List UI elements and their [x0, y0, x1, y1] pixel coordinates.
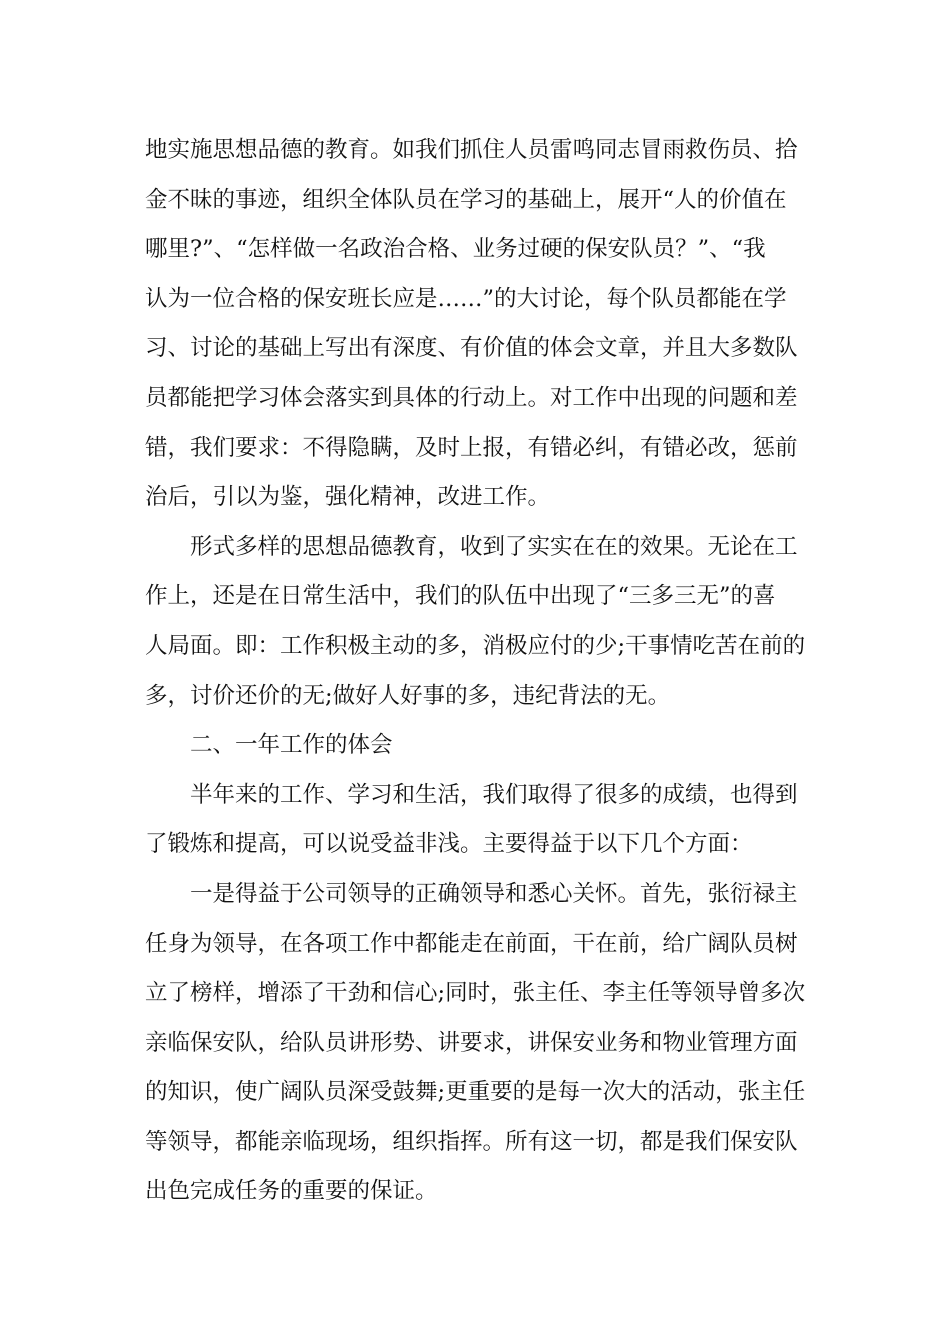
text-line: 金不昧的事迹，组织全体队员在学习的基础上，展开“人的价值在: [145, 186, 787, 213]
text-line: 半年来的工作、学习和生活，我们取得了很多的成绩，也得到: [190, 781, 798, 808]
text-line: 亲临保安队，给队员讲形势、讲要求，讲保安业务和物业管理方面: [145, 1029, 798, 1056]
text-line: 地实施思想品德的教育。如我们抓住人员雷鸣同志冒雨救伤员、拾: [145, 137, 798, 163]
text-line: 治后，引以为鉴，强化精神，改进工作。: [145, 484, 551, 511]
paragraph-leadership: [145, 870, 810, 1217]
text-line: 任身为领导，在各项工作中都能走在前面，干在前，给广阔队员树: [145, 930, 798, 957]
text-line: 一是得益于公司领导的正确领导和悉心关怀。首先，张衍禄主: [190, 880, 798, 907]
text-line: 了锻炼和提高，可以说受益非浅。主要得益于以下几个方面：: [145, 831, 753, 858]
heading-text: 二、一年工作的体会: [190, 732, 393, 759]
document-body: [145, 126, 810, 1217]
paragraph-half-year-summary: [145, 771, 810, 870]
text-line: 员都能把学习体会落实到具体的行动上。对工作中出现的问题和差: [145, 384, 798, 411]
paragraph-continuation: [145, 126, 810, 523]
text-line: 出色完成任务的重要的保证。: [145, 1178, 438, 1205]
paragraph-education-effects: [145, 523, 810, 721]
text-line: 立了榜样，增添了干劲和信心;同时，张主任、李主任等领导曾多次: [145, 980, 806, 1007]
text-line: 的知识，使广阔队员深受鼓舞;更重要的是每一次大的活动，张主任: [145, 1079, 806, 1106]
text-line: 多，讨价还价的无;做好人好事的多，违纪背法的无。: [145, 682, 671, 709]
text-line: 错，我们要求：不得隐瞒，及时上报，有错必纠，有错必改，惩前: [145, 434, 798, 461]
text-line: 等领导，都能亲临现场，组织指挥。所有这一切，都是我们保安队: [145, 1128, 798, 1155]
text-line: 认为一位合格的保安班长应是……”的大讨论，每个队员都能在学: [145, 285, 787, 312]
text-line: 哪里?”、“怎样做一名政治合格、业务过硬的保安队员？”、“我: [145, 236, 766, 263]
text-line: 形式多样的思想品德教育，收到了实实在在的效果。无论在工: [190, 533, 798, 560]
text-line: 习、讨论的基础上写出有深度、有价值的体会文章，并且大多数队: [145, 335, 798, 362]
text-line: 作上，还是在日常生活中，我们的队伍中出现了“三多三无”的喜: [145, 583, 776, 610]
text-line: 人局面。即：工作积极主动的多，消极应付的少;干事情吃苦在前的: [145, 632, 806, 659]
section-heading: [145, 721, 810, 771]
